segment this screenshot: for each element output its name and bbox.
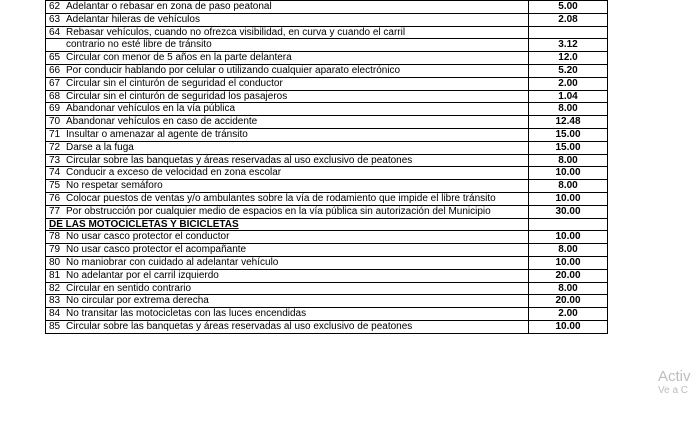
row-number: 69	[49, 103, 61, 115]
row-amount: 10.00	[529, 231, 608, 244]
row-description	[46, 282, 529, 295]
section-row	[46, 218, 608, 231]
row-description	[46, 52, 529, 65]
table-row	[46, 231, 608, 244]
row-number: 76	[49, 192, 61, 204]
row-number: 75	[49, 180, 61, 192]
row-description	[46, 295, 529, 308]
table-row	[46, 64, 608, 77]
row-text: No transitar las motocicletas con las luces encendidas	[66, 308, 307, 320]
row-amount: 8.00	[529, 103, 608, 116]
row-description	[46, 231, 529, 244]
row-description	[46, 205, 529, 218]
row-amount: 8.00	[529, 282, 608, 295]
row-number: 83	[49, 295, 61, 307]
row-text: No maniobrar con cuidado al adelantar vehículo	[66, 256, 279, 268]
row-amount: 8.00	[529, 180, 608, 193]
row-number: 82	[49, 282, 61, 294]
row-number: 78	[49, 231, 61, 243]
row-amount-empty	[529, 218, 608, 231]
row-description	[46, 154, 529, 167]
table-row	[46, 205, 608, 218]
row-description	[46, 90, 529, 103]
table-row	[46, 269, 608, 282]
row-text: No adelantar por el carril izquierdo	[66, 269, 219, 281]
row-text: Circular sobre las banquetas y áreas reservadas al uso exclusivo de peatones	[66, 320, 413, 332]
row-text: Abandonar vehículos en caso de accidente	[66, 116, 258, 128]
table-row	[46, 39, 608, 52]
row-description	[46, 26, 529, 39]
row-number: 66	[49, 64, 61, 76]
row-amount: 2.08	[529, 13, 608, 26]
row-text: Circular en sentido contrario	[66, 282, 192, 294]
row-amount: 12.48	[529, 116, 608, 129]
table-row	[46, 167, 608, 180]
row-amount: 5.00	[529, 1, 608, 14]
row-number: 70	[49, 116, 61, 128]
row-description	[46, 192, 529, 205]
row-text: Colocar puestos de ventas y/o ambulantes sobre la vía de rodamiento que impide el libre tránsito	[66, 192, 496, 204]
row-number: 71	[49, 128, 61, 140]
row-text: No circular por extrema derecha	[66, 295, 209, 307]
row-amount: 2.00	[529, 308, 608, 321]
row-description	[46, 103, 529, 116]
table-row	[46, 192, 608, 205]
row-text: No respetar semáforo	[66, 180, 163, 192]
row-text: Adelantar hileras de vehículos	[66, 13, 200, 25]
row-amount: 30.00	[529, 205, 608, 218]
table-row	[46, 256, 608, 269]
table-row	[46, 295, 608, 308]
row-amount: 10.00	[529, 256, 608, 269]
row-description	[46, 13, 529, 26]
row-number: 84	[49, 308, 61, 320]
row-description	[46, 320, 529, 333]
row-description	[46, 269, 529, 282]
row-text: Abandonar vehículos en la vía pública	[66, 103, 236, 115]
row-text: Conducir a exceso de velocidad en zona escolar	[66, 167, 282, 179]
table-row	[46, 308, 608, 321]
row-text: Adelantar o rebasar en zona de paso peatonal	[66, 1, 272, 12]
row-number: 68	[49, 90, 61, 102]
row-amount: 12.0	[529, 52, 608, 65]
table-row	[46, 116, 608, 129]
row-description	[46, 116, 529, 129]
row-number: 77	[49, 205, 61, 217]
row-number: 80	[49, 256, 61, 268]
row-number: 63	[49, 13, 61, 25]
row-description	[46, 256, 529, 269]
row-text: Circular con menor de 5 años en la parte delantera	[66, 52, 292, 64]
fines-table	[45, 0, 608, 334]
table-row	[46, 1, 608, 14]
row-text: Por conducir hablando por celular o utilizando cualquier aparato electrónico	[66, 64, 401, 76]
row-text: Darse a la fuga	[66, 141, 134, 153]
table-row	[46, 26, 608, 39]
row-text: No usar casco protector el conductor	[66, 231, 230, 243]
row-text: Circular sin el cinturón de seguridad el conductor	[66, 77, 283, 89]
watermark-line-2: Ve a C	[658, 385, 689, 396]
table-row	[46, 141, 608, 154]
row-text: Por obstrucción por cualquier medio de espacios en la vía pública sin autorización del Municipio	[66, 205, 491, 217]
row-amount: 15.00	[529, 128, 608, 141]
row-amount: 8.00	[529, 154, 608, 167]
row-number: 74	[49, 167, 61, 179]
row-amount: 10.00	[529, 167, 608, 180]
table-row	[46, 103, 608, 116]
row-description	[46, 141, 529, 154]
table-row	[46, 13, 608, 26]
row-description	[46, 128, 529, 141]
row-amount: 3.12	[529, 39, 608, 52]
row-text: Circular sobre las banquetas y áreas reservadas al uso exclusivo de peatones	[66, 154, 413, 166]
row-amount: 8.00	[529, 244, 608, 257]
row-number: 81	[49, 269, 61, 281]
table-row	[46, 128, 608, 141]
row-amount: 20.00	[529, 269, 608, 282]
row-amount: 10.00	[529, 192, 608, 205]
row-description	[46, 244, 529, 257]
row-number: 85	[49, 320, 61, 332]
row-amount-empty	[529, 26, 608, 39]
row-number: 73	[49, 154, 61, 166]
row-description-continued: contrario no esté libre de tránsito	[46, 39, 529, 52]
row-amount: 5.20	[529, 64, 608, 77]
table-row	[46, 244, 608, 257]
table-row	[46, 77, 608, 90]
row-amount: 1.04	[529, 90, 608, 103]
row-description	[46, 1, 529, 14]
row-number: 64	[49, 26, 61, 38]
row-text: No usar casco protector el acompañante	[66, 244, 247, 256]
table-row	[46, 282, 608, 295]
table-row	[46, 320, 608, 333]
table-row	[46, 52, 608, 65]
row-description	[46, 308, 529, 321]
row-number: 79	[49, 244, 61, 256]
row-text: Insultar o amenazar al agente de tránsito	[66, 128, 248, 140]
row-description	[46, 77, 529, 90]
activation-watermark	[658, 368, 691, 397]
row-amount: 15.00	[529, 141, 608, 154]
section-heading: DE LAS MOTOCICLETAS Y BICICLETAS	[46, 218, 529, 231]
row-amount: 2.00	[529, 77, 608, 90]
row-number: 62	[49, 1, 61, 12]
row-number: 67	[49, 77, 61, 89]
row-text: Circular sin el cinturón de seguridad los pasajeros	[66, 90, 288, 102]
table-row	[46, 154, 608, 167]
row-amount: 10.00	[529, 320, 608, 333]
row-description	[46, 167, 529, 180]
table-row	[46, 180, 608, 193]
row-description	[46, 64, 529, 77]
row-number: 65	[49, 52, 61, 64]
watermark-line-1: Activ	[658, 368, 691, 385]
row-amount: 20.00	[529, 295, 608, 308]
table-row	[46, 90, 608, 103]
row-number: 72	[49, 141, 61, 153]
row-text: Rebasar vehículos, cuando no ofrezca visibilidad, en curva y cuando el carril	[66, 26, 406, 38]
row-description	[46, 180, 529, 193]
